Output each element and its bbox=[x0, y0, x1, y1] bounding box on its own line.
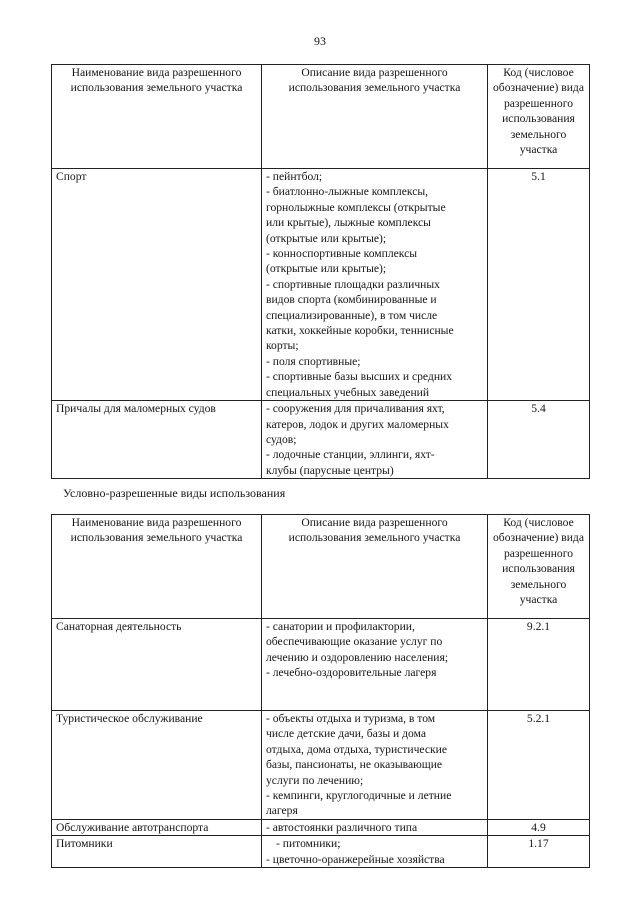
header-name: Наименование вида разрешенного использования земельного участка bbox=[52, 65, 262, 169]
row-code: 5.2.1 bbox=[488, 711, 590, 820]
description-line: - цветочно-оранжерейные хозяйства bbox=[266, 852, 445, 866]
conditional-use-table bbox=[51, 514, 590, 868]
table-row bbox=[52, 619, 590, 711]
row-code: 4.9 bbox=[488, 819, 590, 835]
row-name: Туристическое обслуживание bbox=[52, 711, 262, 820]
description-line: - поля спортивные; bbox=[266, 354, 361, 368]
table-row bbox=[52, 711, 590, 820]
table-row bbox=[52, 819, 590, 835]
description-line: - спортивные базы высших и средних bbox=[266, 370, 453, 384]
description-line: - пейнтбол; bbox=[266, 170, 323, 183]
description-line: - кемпинги, круглогодичные и летние bbox=[266, 789, 452, 803]
row-name: Питомники bbox=[52, 836, 262, 868]
row-description bbox=[262, 819, 488, 835]
description-line: - объекты отдыха и туризма, в том bbox=[266, 712, 436, 725]
description-line: горнолыжные комплексы (открытые bbox=[266, 200, 446, 214]
description-line: - автостоянки различного типа bbox=[266, 820, 418, 834]
description-line: специальных учебных заведений bbox=[266, 385, 430, 399]
table-row bbox=[52, 169, 590, 401]
description-line: специализированные), в том числе bbox=[266, 308, 438, 322]
description-line: числе детские дачи, базы и дома bbox=[266, 727, 426, 741]
description-line: - сооружения для причаливания яхт, bbox=[266, 402, 445, 416]
description-line: видов спорта (комбинированные и bbox=[266, 293, 437, 307]
table-row bbox=[52, 401, 590, 479]
row-description bbox=[262, 711, 488, 820]
description-line: отдыха, дома отдыха, туристические bbox=[266, 742, 447, 756]
description-line: - спортивные площадки различных bbox=[266, 277, 440, 291]
section-heading: Условно-разрешенные виды использования bbox=[63, 486, 286, 500]
description-line: - лодочные станции, эллинги, яхт- bbox=[266, 448, 435, 462]
description-line: базы, пансионаты, не оказывающие bbox=[266, 758, 443, 772]
description-line: - конноспортивные комплексы bbox=[266, 247, 418, 261]
row-description bbox=[262, 836, 488, 868]
description-line: - биатлонно-лыжные комплексы, bbox=[266, 185, 429, 199]
description-line: судов; bbox=[266, 432, 297, 446]
description-line: услуги по лечению; bbox=[266, 773, 364, 787]
table-header-row bbox=[52, 65, 590, 169]
row-name: Санаторная деятельность bbox=[52, 619, 262, 711]
description-line: катеров, лодок и других маломерных bbox=[266, 417, 449, 431]
header-name: Наименование вида разрешенного использования земельного участка bbox=[52, 515, 262, 619]
description-line: обеспечивающие оказание услуг по bbox=[266, 635, 443, 649]
table-row bbox=[52, 836, 590, 868]
permitted-use-table bbox=[51, 64, 590, 479]
header-code: Код (числовое обозначение) вида разрешенного использования земельного участка bbox=[488, 515, 590, 619]
header-description: Описание вида разрешенного использования земельного участка bbox=[262, 515, 488, 619]
description-line: (открытые или крытые); bbox=[266, 262, 387, 276]
row-name: Обслуживание автотранспорта bbox=[52, 819, 262, 835]
description-line: или крытые), лыжные комплексы bbox=[266, 216, 431, 230]
page-number: 93 bbox=[314, 34, 326, 48]
row-description bbox=[262, 619, 488, 711]
row-code: 1.17 bbox=[488, 836, 590, 868]
row-name: Спорт bbox=[52, 169, 262, 401]
description-line: катки, хоккейные коробки, теннисные bbox=[266, 324, 454, 338]
header-code: Код (числовое обозначение) вида разрешенного использования земельного участка bbox=[488, 65, 590, 169]
row-description bbox=[262, 169, 488, 401]
description-line: - питомники; bbox=[276, 837, 341, 851]
table-header-row bbox=[52, 515, 590, 619]
description-line: лагеря bbox=[266, 804, 298, 818]
description-line: - лечебно-оздоровительные лагеря bbox=[266, 666, 437, 680]
row-code: 5.4 bbox=[488, 401, 590, 479]
description-line: корты; bbox=[266, 339, 299, 353]
description-line: - санатории и профилактории, bbox=[266, 620, 415, 633]
row-code: 5.1 bbox=[488, 169, 590, 401]
row-description bbox=[262, 401, 488, 479]
row-name: Причалы для маломерных судов bbox=[52, 401, 262, 479]
row-code: 9.2.1 bbox=[488, 619, 590, 711]
header-description: Описание вида разрешенного использования земельного участка bbox=[262, 65, 488, 169]
description-line: лечению и оздоровлению населения; bbox=[266, 650, 449, 664]
description-line: клубы (парусные центры) bbox=[266, 463, 394, 477]
description-line: (открытые или крытые); bbox=[266, 231, 387, 245]
